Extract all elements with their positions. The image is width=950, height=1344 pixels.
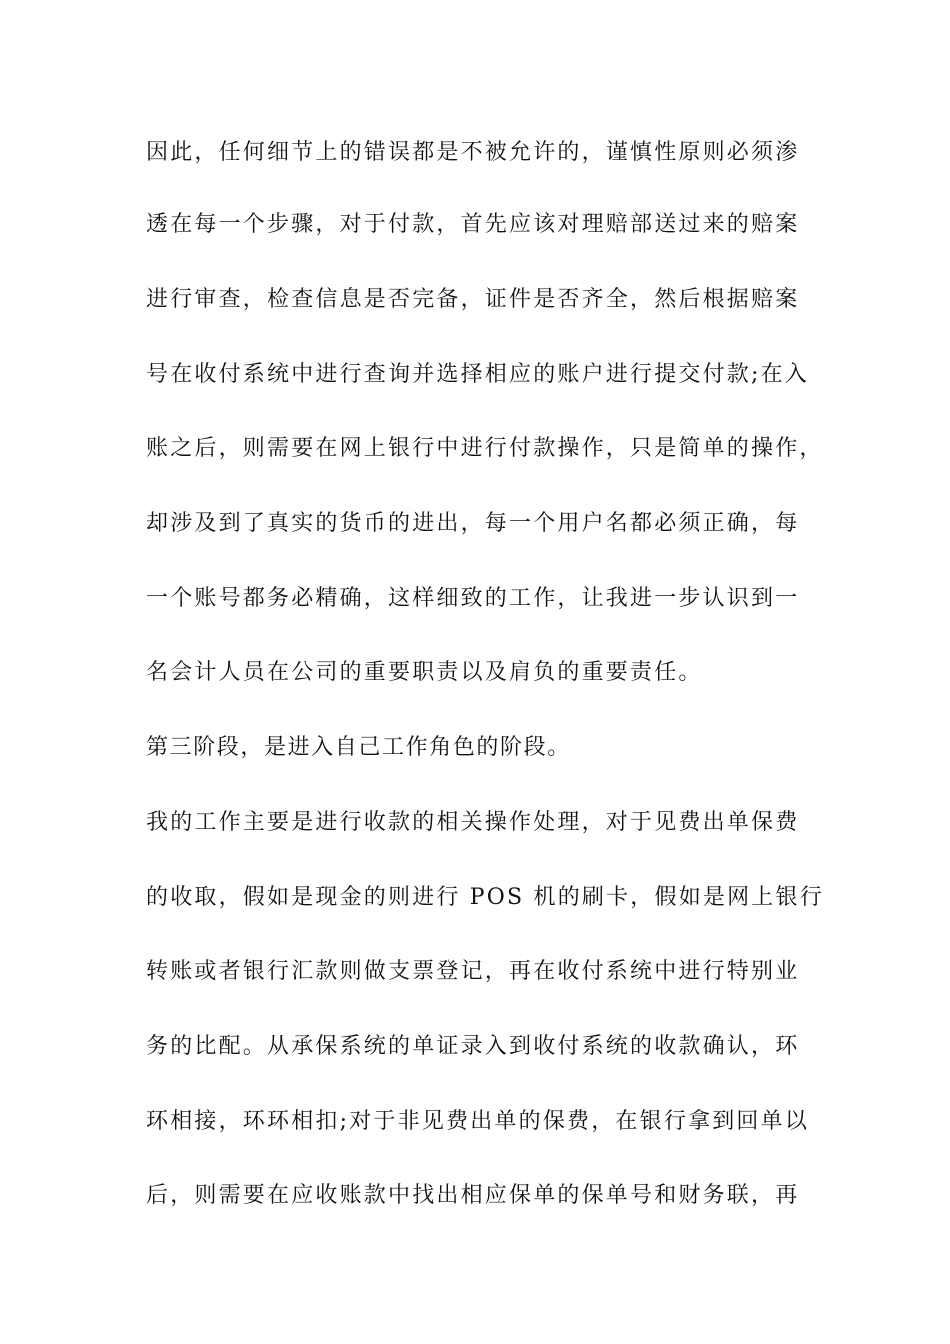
text-line-6: 却涉及到了真实的货币的进出，每一个用户名都必须正确，每: [146, 511, 800, 536]
text-line-1: 因此，任何细节上的错误都是不被允许的，谨慎性原则必须渗: [146, 140, 800, 165]
text-line-10: 我的工作主要是进行收款的相关操作处理，对于见费出单保费: [146, 810, 800, 835]
text-line-8: 名会计人员在公司的重要职责以及肩负的重要责任。: [146, 660, 703, 685]
text-line-5: 账之后，则需要在网上银行中进行付款操作，只是简单的操作，: [146, 436, 824, 461]
text-line-12: 转账或者银行汇款则做支票登记，再在收付系统中进行特别业: [146, 959, 800, 984]
text-line-11: 的收取，假如是现金的则进行 POS 机的刷卡，假如是网上银行: [146, 885, 824, 910]
text-line-2: 透在每一个步骤，对于付款，首先应该对理赔部送过来的赔案: [146, 212, 800, 237]
text-line-15: 后，则需要在应收账款中找出相应保单的保单号和财务联，再: [146, 1183, 800, 1208]
text-line-14: 环相接，环环相扣;对于非见费出单的保费，在银行拿到回单以: [146, 1109, 810, 1134]
text-line-7: 一个账号都务必精确，这样细致的工作，让我进一步认识到一: [146, 586, 800, 611]
text-line-13: 务的比配。从承保系统的单证录入到收付系统的收款确认，环: [146, 1034, 800, 1059]
text-line-3: 进行审查，检查信息是否完备，证件是否齐全，然后根据赔案: [146, 287, 800, 312]
section-heading: 第三阶段，是进入自己工作角色的阶段。: [146, 735, 571, 760]
text-line-4: 号在收付系统中进行查询并选择相应的账户进行提交付款;在入: [146, 362, 810, 387]
